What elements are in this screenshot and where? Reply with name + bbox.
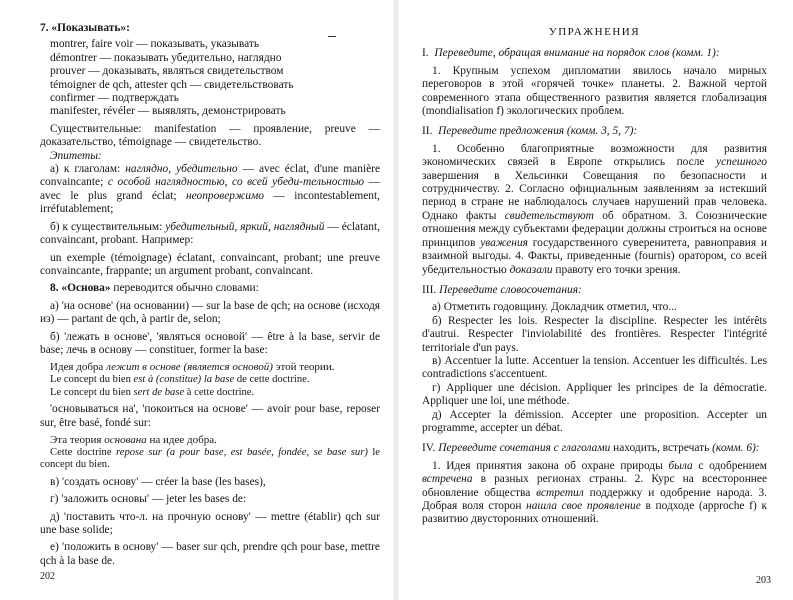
verb-list: [40, 38, 380, 118]
example-2-fr: Cette doctrine repose sur (a pour base, est basée, fondée, se base sur) le concept du bien.: [40, 446, 380, 471]
task-3-v: в) Accentuer la lutte. Accentuer la tension. Accentuer les difficultés. Les contradictions s'accentuent.: [422, 354, 767, 381]
epithets-b: б) к существительным: убедительный, яркий, наглядный — éclatant, convaincant, probant. Например:: [40, 220, 381, 247]
section-8-b: б) 'лежать в основе', 'являться основой' — être à la base, servir de base; лечь в основу — constituer, former la base:: [40, 330, 380, 356]
verb-item: témoigner de qch, attester qch — свидетельствовать: [50, 78, 294, 91]
section-8-c: 'основываться на', 'покоиться на основе' — avoir pour base, reposer sur, être basé, fondé sur:: [40, 403, 380, 429]
section-7-heading: 7. «Показывать»:: [40, 22, 130, 34]
nouns-paragraph: Существительные: manifestation — проявление, preuve — доказательство, témoignage — свидетельство.: [40, 122, 380, 149]
task-2-body: 1. Особенно благоприятные возможности для развития экономических связей в Европе открылись после успешного завершения в Хельсинки Совещания по безопасности и сотрудничеству. 2. Согласно официальным заявлениям за истекший период в стране не наблюдалось случаев нарушений прав человека. Однако факты свидетельствуют об обратном. 3. Союзнические отношения между субъектами федерации должны строиться на основе принципов уважения государственного суверенитета, равноправия и взаимной выгоды. 4. Факты, приведенные (fournis) оратором, со всей убедительностью доказали правоту его точки зрения.: [422, 142, 767, 276]
verb-item: prouver — доказывать, являться свидетельством: [50, 65, 284, 78]
task-2-heading: II. Переведите предложения (комм. 3, 5, 7):: [422, 125, 638, 138]
section-8-g: г) 'заложить основы' — jeter les bases de:: [50, 493, 247, 506]
exercises-title: УПРАЖНЕНИЯ: [548, 26, 641, 38]
section-8-a: а) 'на основе' (на основании) — sur la base de qch; на основе (исходя из) — partant de qch, à partir de, selon;: [40, 299, 380, 326]
section-8-v: в) 'создать основу' — créer la base (les bases),: [50, 475, 266, 488]
task-3-d: д) Accepter la démission. Accepter une proposition. Accepter un programme, accepter un débat.: [422, 408, 767, 434]
right-page: [396, 0, 793, 600]
task-3-a: а) Отметить годовщину. Докладчик отметил, что...: [432, 301, 677, 314]
epithets-a: а) к глаголам: наглядно, убедительно — avec éclat, d'une manière convaincante; с особой наглядностью, со всей убеди-тельностью — avec le plus grand éclat; неопровержимо — incontestablement, irréfutablement;: [40, 163, 380, 216]
verb-item: démontrer — показывать убедительно, наглядно: [50, 51, 282, 64]
left-page: [0, 0, 396, 600]
task-3-b: б) Respecter les lois. Respecter la discipline. Respecter les intérêts d'autrui. Respecter l'inviolabilité des frontières. Respecter l'intégrité territoriale d'un pays.: [422, 314, 767, 354]
task-3-heading: III. Переведите словосочетания:: [422, 283, 582, 296]
example-1-fr-2: Le concept du bien sert de base à cette doctrine.: [50, 386, 255, 398]
task-1-body: 1. Крупным успехом дипломатии явилось начало мирных переговоров в этой «горячей точке» планеты. 2. Важной чертой современного этапа общественного развития является глобализация (mondialisation f) экологических проблем.: [422, 64, 767, 118]
epithets-label: Эпитеты:: [50, 149, 102, 162]
section-8-heading: 8. «Основа» переводится обычно словами:: [50, 282, 259, 295]
page-number-left: 202: [40, 571, 55, 582]
verb-item: manifester, révéler — выявлять, демонстрировать: [50, 105, 286, 118]
example-1-fr-1: Le concept du bien est à (constitue) la base de cette doctrine.: [50, 373, 310, 385]
verb-item: confirmer — подтверждать: [50, 92, 179, 105]
example-1: Идея добра лежит в основе (является основой) этой теории.: [50, 361, 335, 374]
task-1-heading: I. Переведите, обращая внимание на порядок слов (комм. 1):: [422, 47, 720, 60]
page-number-right: 203: [756, 575, 771, 586]
example-paragraph: un exemple (témoignage) éclatant, convaincant, probant; une preuve convaincante, frappante; un argument probant, convaincant.: [40, 251, 380, 277]
task-3-g: г) Appliquer une décision. Appliquer les principes de la démocratie. Appliquer une loi, une méthode.: [422, 381, 767, 408]
section-8-d: д) 'поставить что-л. на прочную основу' — mettre (établir) qch sur une base solide;: [40, 510, 380, 536]
verb-item: montrer, faire voir — показывать, указывать: [50, 38, 260, 51]
task-4-heading: IV. Переведите сочетания с глаголами находить, встречать (комм. 6):: [422, 442, 760, 455]
section-8-e: е) 'положить в основу' — baser sur qch, prendre qch pour base, mettre qch à la base de.: [40, 541, 380, 567]
task-4-body: 1. Идея принятия закона об охране природы была с одобрением встречена в разных регионах страны. 2. Курс на всестороннее обновление общества встретил поддержку и одобрение народа. 3. Добрая воля сторон нашла свое проявление в подходе (approche f) к развитию двусторонних отношений.: [422, 459, 767, 526]
example-2: Эта теория основана на идее добра.: [50, 433, 217, 446]
